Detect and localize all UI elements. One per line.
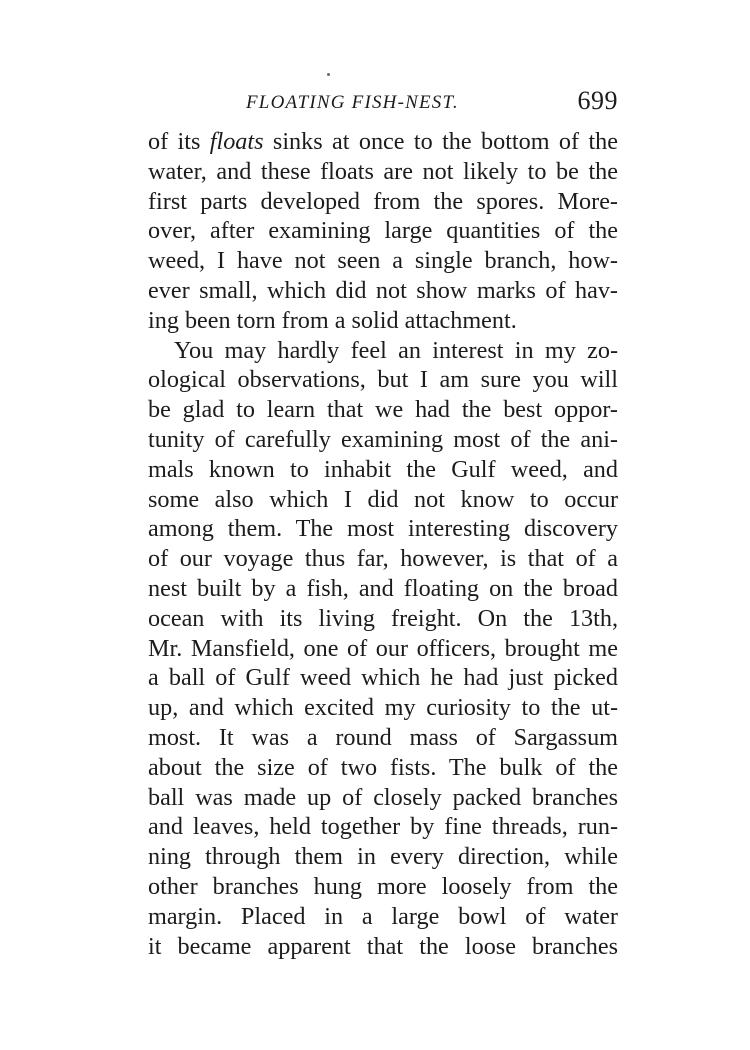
text-line: among them. The most interesting discovery bbox=[148, 515, 618, 543]
paragraph-2 bbox=[148, 336, 618, 962]
text-line: tunity of carefully examining most of the ani- bbox=[148, 425, 618, 453]
text-line: most. It was a round mass of Sargassum bbox=[148, 723, 618, 751]
text-line: about the size of two fists. The bulk of the bbox=[148, 753, 618, 781]
italic-word: floats bbox=[209, 128, 264, 155]
text-line: other branches hung more loosely from the bbox=[148, 872, 618, 900]
text-line: up, and which excited my curiosity to the ut- bbox=[148, 694, 618, 722]
text-line: nest built by a fish, and floating on the broad bbox=[148, 574, 618, 602]
page-number: 699 bbox=[577, 86, 618, 115]
text-line: ocean with its living freight. On the 13th, bbox=[148, 604, 618, 632]
text-line: You may hardly feel an interest in my zo- bbox=[174, 336, 618, 364]
text-line: ning through them in every direction, while bbox=[148, 843, 618, 871]
text-line: mals known to inhabit the Gulf weed, and bbox=[148, 455, 618, 483]
ink-speck bbox=[327, 73, 330, 76]
text-run: sinks at once to the bottom of the bbox=[263, 128, 618, 155]
body-text bbox=[148, 127, 618, 961]
text-line: be glad to learn that we had the best oppor- bbox=[148, 396, 618, 424]
text-run: of its bbox=[148, 128, 210, 155]
text-line: ological observations, but I am sure you will bbox=[148, 366, 618, 394]
text-line: first parts developed from the spores. More- bbox=[148, 187, 618, 215]
text-line: of our voyage thus far, however, is that of a bbox=[148, 545, 618, 573]
text-line: Mr. Mansfield, one of our officers, brought me bbox=[148, 634, 618, 662]
running-head: FLOATING FISH-NEST. bbox=[246, 92, 459, 113]
text-line bbox=[148, 127, 618, 157]
text-line: ever small, which did not show marks of hav- bbox=[148, 276, 618, 304]
text-line: some also which I did not know to occur bbox=[148, 485, 618, 513]
text-line: and leaves, held together by fine threads, run- bbox=[148, 813, 618, 841]
page-header bbox=[148, 88, 618, 122]
text-line: ball was made up of closely packed branches bbox=[148, 783, 618, 811]
text-line: it became apparent that the loose branches bbox=[148, 932, 618, 960]
text-line: weed, I have not seen a single branch, how- bbox=[148, 247, 618, 275]
text-line: ing been torn from a solid attachment. bbox=[148, 306, 517, 334]
text-line: water, and these floats are not likely to be the bbox=[148, 157, 618, 185]
text-line: margin. Placed in a large bowl of water bbox=[148, 902, 618, 930]
text-line: a ball of Gulf weed which he had just picked bbox=[148, 664, 618, 692]
paragraph-1 bbox=[148, 127, 618, 336]
text-line: over, after examining large quantities of the bbox=[148, 217, 618, 245]
